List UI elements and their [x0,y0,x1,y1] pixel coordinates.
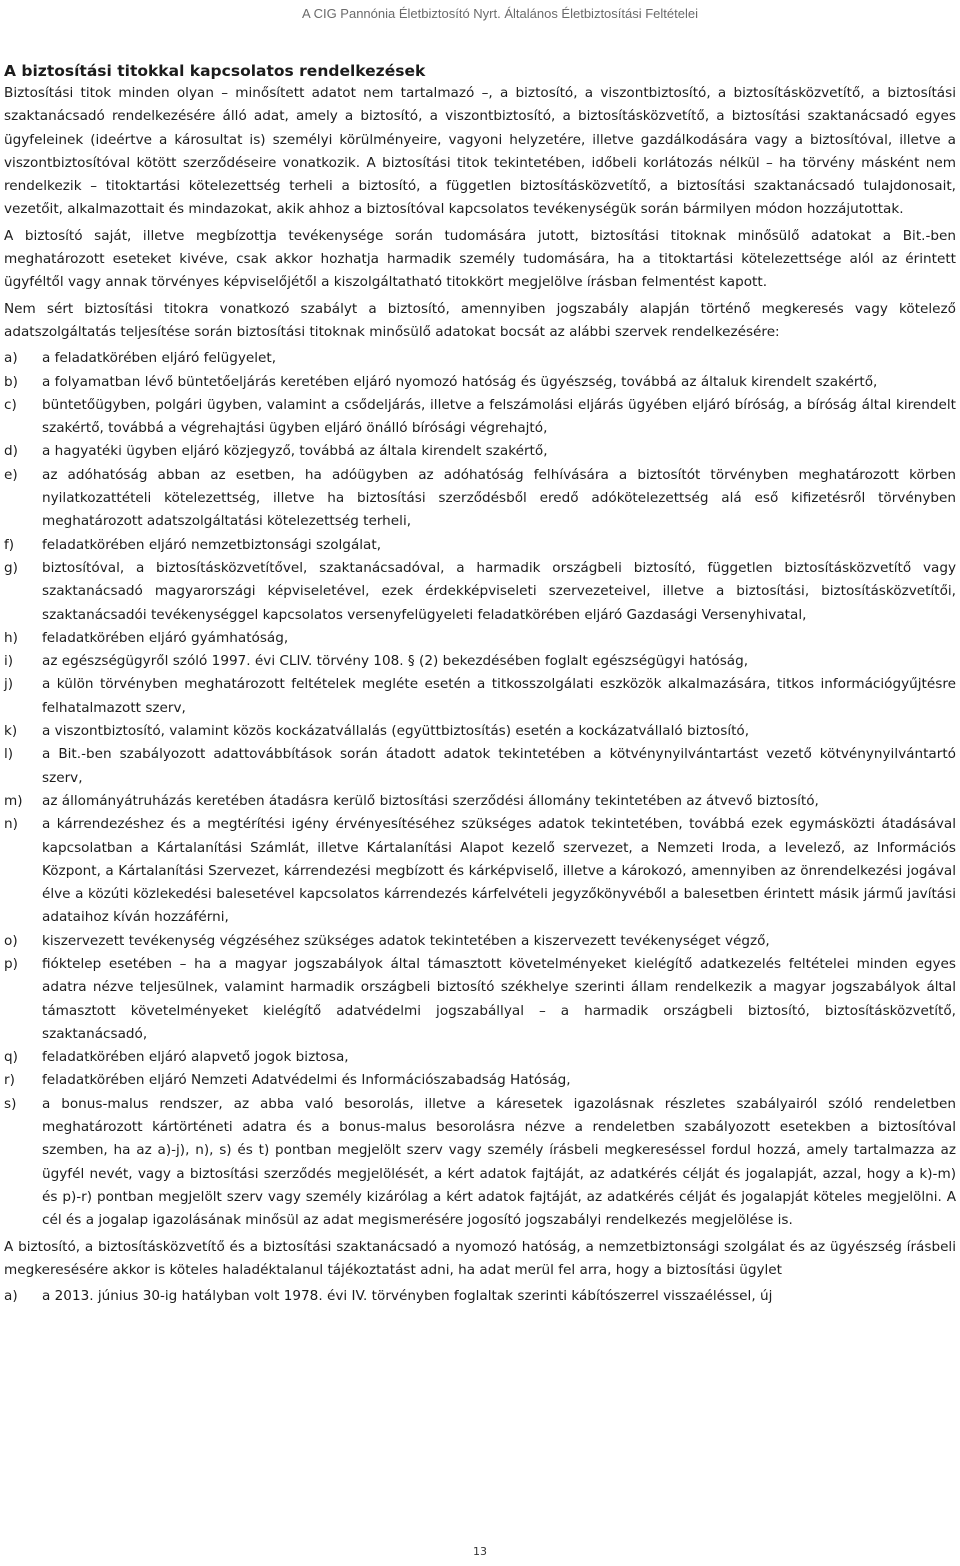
list-item-marker: h) [4,629,18,646]
list-item-marker: e) [4,466,18,483]
list-item-marker: d) [4,443,18,460]
list-item-marker: l) [4,746,14,763]
list-item [4,650,956,673]
list-item [4,1069,956,1092]
list-item [4,627,956,650]
list-item [4,347,956,370]
list-item-marker: q) [4,1049,18,1066]
list-item [4,534,956,557]
list-item-text: a külön törvényben meghatározott feltételek megléte esetén a titkosszolgálati eszközök alkalmazására, titkos információgyűjtésre felhatalmazott szerv, [42,676,956,716]
list-item-marker: o) [4,932,18,949]
list-item [4,1093,956,1233]
list-item-marker: j) [4,676,14,693]
list-item-text: az egészségügyről szóló 1997. évi CLIV. törvény 108. § (2) bekezdésében foglalt egészségügyi hatóság, [42,653,749,670]
list-item [4,1285,956,1308]
list-item-marker: a) [4,350,18,367]
paragraph-disclosure: A biztosító saját, illetve megbízottja tevékenysége során tudomására jutott, biztosítási titoknak minősülő adatokat a Bit.-ben meghatározott eseteket kivéve, csak akkor hozhatja harmadik személy tudomására, ha a titoktartási kötelezettsége alól az érintett ügyféltől vagy annak törvényes képviselőjétől a kiszolgáltatható titokkört megjelölve írásban felmentést kapott. [4,227,956,291]
list-item-text: fióktelep esetében – ha a magyar jogszabályok által támasztott követelményeket kielégítő adatkezelés feltételei minden egyes adatra nézve teljesülnek, valamint harmadik országbeli biztosító székhelye szerinti állam rendelkezik a magyar jogszabályok által támasztott követelményeket kielégítő adatvédelmi jogszabállyal – a harmadik országbeli biztosító, biztosításközvetítő, szaktanácsadó, [42,955,956,1042]
list-item [4,673,956,720]
list-item-marker: m) [4,792,23,809]
list-item [4,720,956,743]
list-item-marker: k) [4,723,18,740]
list-item-text: a kárrendezéshez és a megtérítési igény érvényesítéséhez szükséges adatok tekintetében, továbbá ezek egymásközti átadásával kapcsolatban a Kártalanítási Számlát, illetve Kártalanítási Alapot kezelő szervezet, a Nemzeti Iroda, a levelező, az Információs Központ, a Kártalanítási Szervezet, kárrendezési megbízott és kárképviselő, illetve a károkozó, amennyiben az önrendelkezési jogával élve a közúti közlekedési balesetével kapcsolatos kárrendezés kárfelvételi jegyzőkönyvéből a balesetben érintett másik jármű javítási adataihoz kíván hozzáférni, [42,816,956,926]
list-item-marker: p) [4,955,18,972]
list-item-marker: a) [4,1288,18,1305]
list-item-marker: g) [4,559,18,576]
list-item-text: a Bit.-ben szabályozott adattovábbítások során átadott adatok tekintetében a kötvénynyilvántartást vezető kötvénynyilvántartó szerv, [42,746,956,786]
list-item-marker: n) [4,816,18,833]
list-item [4,930,956,953]
list-item-text: a 2013. június 30-ig hatályban volt 1978. évi IV. törvényben foglaltak szerinti kábítószerrel visszaéléssel, új [42,1288,773,1305]
running-header: A CIG Pannónia Életbiztosító Nyrt. Általános Életbiztosítási Feltételei [302,6,698,21]
list-item-text: az adóhatóság abban az esetben, ha adóügyben az adóhatóság felhívására a biztosítót törvényben meghatározott körben nyilatkozattételi kötelezettség, illetve ha biztosítási szerződésből eredő adókötelezettség alá eső kifizetésről törvényben meghatározott adatszolgáltatási kötelezettség terheli, [42,466,956,530]
list-item [4,1046,956,1069]
list-item [4,813,956,929]
list-item-text: a bonus-malus rendszer, az abba való besorolás, illetve a káresetek igazolásnak részletes szabályairól szóló rendeletben meghatározott kártörténeti adatra és a bonus-malus besorolásra nézve a rendeletben szabályozott esetekben a biztosítóval szemben, ha az a)-j), n), s) és t) pontban megjelölt szerv vagy személy írásbeli megkereséssel fordul hozzá, amely tartalmazza az ügyfél nevét, vagy a biztosítási szerződés megjelölését, a kért adatok fajtáját, az adatkérés célját és jogalapját, azzal, hogy a k)-m) és p)-r) pontban megjelölt szerv vagy személy kizárólag a kért adatok fajtáját, az adatkérés célját és jogalapját köteles megjelölni. A cél és a jogalap igazolásának minősül az adat megismerésére jogosító jogszabályi rendelkezés megjelölése is. [42,1095,956,1229]
list-item [4,440,956,463]
list-item-marker: b) [4,373,18,390]
list-item-text: a hagyatéki ügyben eljáró közjegyző, továbbá az általa kirendelt szakértő, [42,443,548,460]
paragraph-definition: Biztosítási titok minden olyan – minősített adatot nem tartalmazó –, a biztosító, a viszontbiztosító, a biztosításközvetítő, a biztosítási szaktanácsadó rendelkezésére álló adat, amely a biztosító, a viszontbiztosító, a biztosításközvetítő, a biztosítási szaktanácsadó egyes ügyfeleinek (ideértve a károsultat is) személyi körülményeire, vagyoni helyzetére, illetve gazdálkodására vagy a biztosítóval, illetve a viszontbiztosítóval kötött szerződéseire vonatkozik. A biztosítási titok tekintetében, időbeli korlátozás nélkül – ha törvény másként nem rendelkezik – titoktartási kötelezettség terheli a biztosító, a független biztosításközvetítő, a biztosítási szaktanácsadó tulajdonosait, vezetőit, alkalmazottait és mindazokat, akik ahhoz a biztosítóval kapcsolatos tevékenységük során bármilyen módon hozzájutottak. [4,85,956,218]
list-item-text: biztosítóval, a biztosításközvetítővel, szaktanácsadóval, a harmadik országbeli biztosító, független biztosításközvetítő vagy szaktanácsadó magyarországi képviseletével, ezek érdekképviseleti szervezeteivel, illetve a biztosítási, biztosításközvetítői, szaktanácsadói tevékenységgel kapcsolatos versenyfelügyeleti feladatkörében eljáró Gazdasági Versenyhivatal, [42,559,956,623]
list-item-marker: r) [4,1072,15,1089]
list-item [4,557,956,627]
list-item [4,790,956,813]
paragraph-exceptions: Nem sért biztosítási titokra vonatkozó szabályt a biztosító, amennyiben jogszabály alapján történő megkeresés vagy kötelező adatszolgáltatás teljesítése során biztosítási titoknak minősülő adatokat bocsát az alábbi szervek rendelkezésére: [4,300,956,340]
list-item-marker: c) [4,396,17,413]
paragraph-closing: A biztosító, a biztosításközvetítő és a biztosítási szaktanácsadó a nyomozó hatóság, a nemzetbiztonsági szolgálat és az ügyészség írásbeli megkeresésére akkor is köteles haladéktalanul tájékoztatást adni, ha adat merül fel arra, hogy a biztosítási ügylet [4,1238,956,1278]
list-item-marker: i) [4,653,14,670]
list-item-text: feladatkörében eljáró Nemzeti Adatvédelmi és Információszabadság Hatóság, [42,1072,571,1089]
list-item-text: feladatkörében eljáró gyámhatóság, [42,629,289,646]
list-item [4,371,956,394]
list-item [4,953,956,1046]
list-item [4,394,956,441]
list-item-text: feladatkörében eljáró nemzetbiztonsági szolgálat, [42,536,382,553]
list-item-text: a viszontbiztosító, valamint közös kockázatvállalás (együttbiztosítás) esetén a kockázatvállaló biztosító, [42,723,750,740]
authority-list [4,347,956,1232]
list-item-text: a folyamatban lévő büntetőeljárás keretében eljáró nyomozó hatóság és ügyészség, továbbá az általuk kirendelt szakértő, [42,373,878,390]
page-number: 13 [473,1545,487,1558]
list-item-text: kiszervezett tevékenység végzéséhez szükséges adatok tekintetében a kiszervezett tevékenységet végző, [42,932,770,949]
list-item-text: a feladatkörében eljáró felügyelet, [42,350,277,367]
list-item-text: feladatkörében eljáró alapvető jogok biztosa, [42,1049,349,1066]
list-item-text: büntetőügyben, polgári ügyben, valamint a csődeljárás, illetve a felszámolási eljárás ügyében eljáró bíróság, a bíróság által kirendelt szakértő, továbbá a végrehajtási ügyben eljáró önálló bírósági végrehajtó, [42,396,956,437]
document-body [4,60,956,1311]
list-item-marker: f) [4,536,15,553]
list-item-marker: s) [4,1095,17,1112]
closing-list [4,1285,956,1308]
section-title: A biztosítási titokkal kapcsolatos rendelkezések [4,62,426,80]
list-item-text: az állományátruházás keretében átadásra kerülő biztosítási szerződési állomány tekintetében az átvevő biztosító, [42,792,819,809]
list-item [4,464,956,534]
list-item [4,743,956,790]
